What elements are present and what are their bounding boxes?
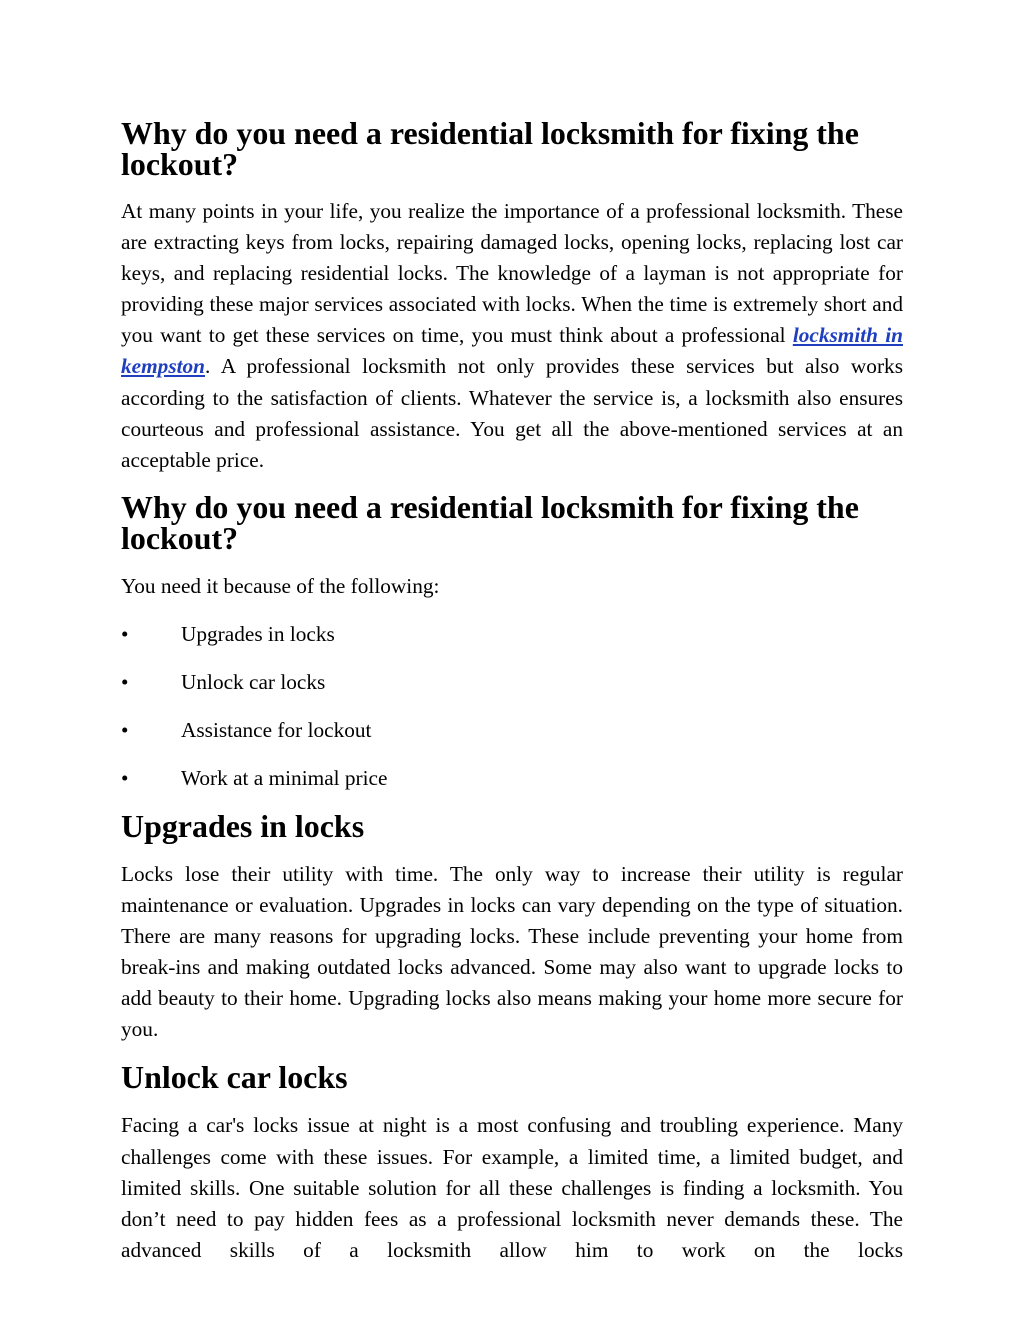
locksmith-kempston-link[interactable]: locksmith in kempston: [121, 323, 903, 379]
intro-paragraph: [121, 196, 903, 476]
list-intro: You need it because of the following:: [121, 573, 440, 598]
heading-why-need-locksmith: Why do you need a residential locksmith for fixing the lockout?: [121, 116, 859, 182]
list-item: [121, 667, 903, 698]
list-item: [121, 763, 903, 794]
document-page: [121, 118, 903, 1266]
list-item: [121, 619, 903, 650]
reasons-list: [121, 619, 903, 794]
list-item: [121, 715, 903, 746]
list-item-text: Upgrades in locks: [181, 621, 335, 646]
bullet-mark: •: [121, 717, 129, 742]
upgrades-paragraph: Locks lose their utility with time. The only way to increase their utility is regular maintenance or evaluation. Upgrades in locks can vary depending on the type of situation. There are many reasons for upgrading locks. These include preventing your home from break-ins and making outdated locks advanced. Some may also want to upgrade locks to add beauty to their home. Upgrading locks also means making your home more secure for you.: [121, 861, 903, 1042]
intro-text-after-link: . A professional locksmith not only provides these services but also works according to the satisfaction of clients. Whatever the service is, a locksmith also ensures courteous and professional assistance. You get all the above-mentioned services at an acceptable price.: [121, 354, 903, 472]
heading-unlock-car-locks: Unlock car locks: [121, 1060, 348, 1096]
list-item-text: Work at a minimal price: [181, 765, 388, 790]
list-item-text: Unlock car locks: [181, 669, 326, 694]
list-item-text: Assistance for lockout: [181, 717, 372, 742]
unlock-paragraph: Facing a car's locks issue at night is a most confusing and troubling experience. Many challenges come with these issues. For example, a limited time, a limited budget, and limited skills. One suitable solution for all these challenges is finding a locksmith. You don’t need to pay hidden fees as a professional locksmith never demands these. The advanced skills of a locksmith allow him to work on the locks: [121, 1113, 903, 1262]
heading-why-need-locksmith-repeat: Why do you need a residential locksmith for fixing the lockout?: [121, 489, 859, 556]
bullet-mark: •: [121, 765, 129, 790]
bullet-mark: •: [121, 621, 129, 646]
heading-upgrades-in-locks: Upgrades in locks: [121, 808, 365, 844]
intro-text-before-link: At many points in your life, you realize the importance of a professional locksmith. These are extracting keys from locks, repairing damaged locks, opening locks, replacing lost car keys, and replacing residential locks. The knowledge of a layman is not appropriate for providing these major services associated with locks. When the time is extremely short and you want to get these services on time, you must think about a professional: [121, 199, 903, 348]
bullet-mark: •: [121, 669, 129, 694]
